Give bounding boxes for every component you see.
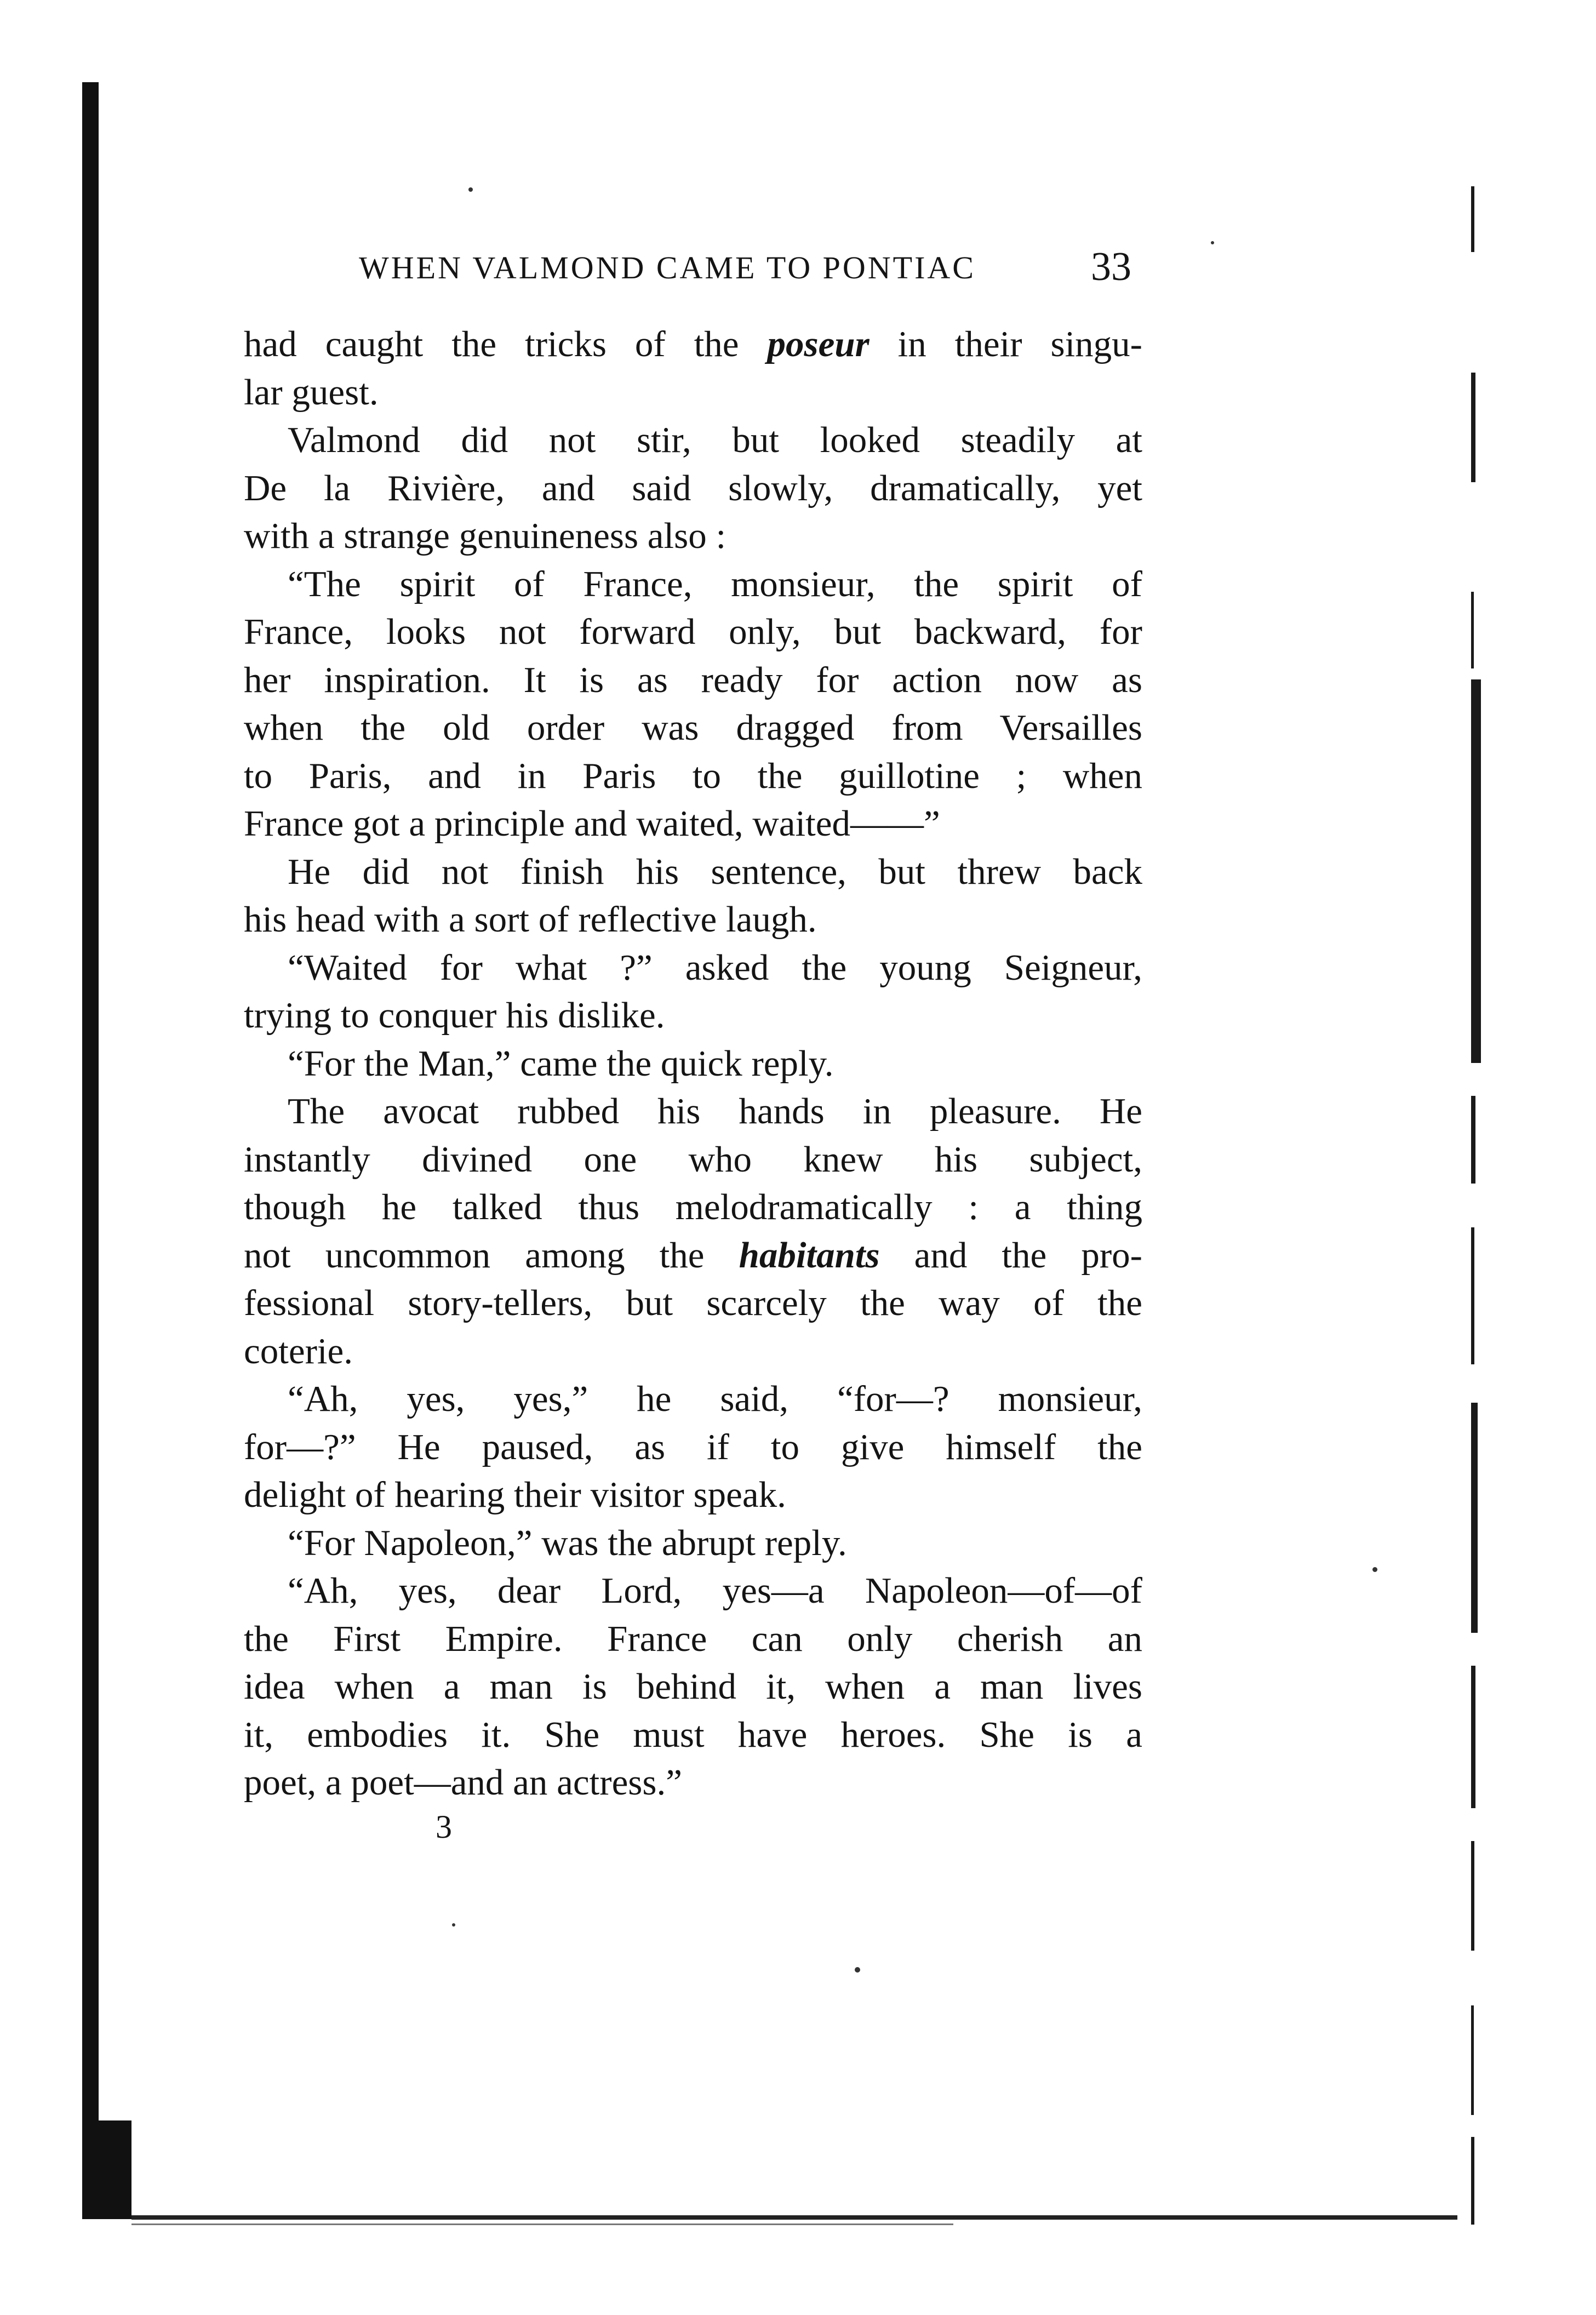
text-line xyxy=(244,321,1142,369)
text-line xyxy=(244,848,1142,896)
text-line xyxy=(244,800,1142,848)
page-bottom-edge xyxy=(131,2215,1457,2220)
text-line xyxy=(244,992,1142,1040)
text-run: “Ah, yes, yes,” he said, “for—? monsieur, xyxy=(288,1379,1142,1419)
text-run: De la Rivière, and said slowly, dramatically, yet xyxy=(244,467,1142,508)
text-line xyxy=(244,1519,1142,1568)
text-run: France, looks not forward only, but backward, for xyxy=(244,611,1142,652)
text-run: “Waited for what ?” asked the young Seigneur, xyxy=(288,947,1142,988)
text-run: for—?” He paused, as if to give himself the xyxy=(244,1426,1142,1467)
text-line xyxy=(244,608,1142,656)
text-run: trying to conquer his dislike. xyxy=(244,995,665,1036)
text-run: not uncommon among the xyxy=(244,1234,739,1276)
text-run: He did not finish his sentence, but threw back xyxy=(288,851,1142,892)
text-line xyxy=(244,561,1142,609)
text-line xyxy=(244,1663,1142,1711)
text-run: and the pro- xyxy=(879,1234,1142,1276)
text-run: it, embodies it. She must have heroes. She is a xyxy=(244,1714,1142,1755)
text-line xyxy=(244,704,1142,752)
text-run: with a strange genuineness also : xyxy=(244,516,727,556)
text-run: poet, a poet—and an actress.” xyxy=(244,1762,682,1803)
text-run: had caught the tricks of the xyxy=(244,324,768,364)
text-run: to Paris, and in Paris to the guillotine ; when xyxy=(244,755,1142,796)
text-line xyxy=(244,416,1142,465)
text-run: delight of hearing their visitor speak. xyxy=(244,1474,786,1515)
text-line xyxy=(244,896,1142,944)
binding-shadow xyxy=(82,82,99,2219)
text-run: France got a principle and waited, waited——” xyxy=(244,803,940,844)
text-run: his head with a sort of reflective laugh. xyxy=(244,899,817,940)
italic-term: poseur xyxy=(767,324,869,364)
text-line xyxy=(244,1567,1142,1615)
scan-speck xyxy=(855,1967,860,1973)
text-run: the First Empire. France can only cherish an xyxy=(244,1618,1142,1659)
text-line xyxy=(244,656,1142,705)
text-line xyxy=(244,1232,1142,1280)
binding-shadow-bottom xyxy=(82,2120,131,2219)
text-run: in their singu- xyxy=(869,324,1142,364)
text-run: fessional story-tellers, but scarcely the way of the xyxy=(244,1283,1142,1323)
text-run: coterie. xyxy=(244,1330,353,1371)
scan-speck xyxy=(1211,241,1214,244)
text-line xyxy=(244,465,1142,513)
text-line xyxy=(244,1615,1142,1664)
text-run: Valmond did not stir, but looked steadily at xyxy=(288,420,1142,460)
text-line xyxy=(244,1184,1142,1232)
text-line xyxy=(244,1136,1142,1184)
scan-speck xyxy=(452,1923,455,1927)
text-line xyxy=(244,512,1142,561)
page-number: 33 xyxy=(1091,244,1131,289)
page-right-edge xyxy=(1471,153,1482,2214)
text-line xyxy=(244,369,1142,417)
running-title: WHEN VALMOND CAME TO PONTIAC xyxy=(359,250,976,285)
text-line xyxy=(244,1328,1142,1376)
page-bottom-edge-shadow xyxy=(131,2223,953,2225)
text-run: her inspiration. It is as ready for action now as xyxy=(244,659,1142,700)
scan-speck xyxy=(1372,1567,1377,1572)
text-run: though he talked thus melodramatically : a thing xyxy=(244,1187,1142,1227)
text-line xyxy=(244,1711,1142,1759)
text-run: idea when a man is behind it, when a man lives xyxy=(244,1666,1142,1707)
text-line xyxy=(244,944,1142,992)
text-run: The avocat rubbed his hands in pleasure. He xyxy=(288,1091,1142,1131)
signature-mark: 3 xyxy=(436,1809,452,1845)
text-line xyxy=(244,1375,1142,1424)
text-run: instantly divined one who knew his subject, xyxy=(244,1139,1142,1180)
text-run: “The spirit of France, monsieur, the spirit of xyxy=(288,563,1142,604)
text-line xyxy=(244,752,1142,801)
text-run: “Ah, yes, dear Lord, yes—a Napoleon—of—of xyxy=(288,1570,1142,1611)
text-line xyxy=(244,1088,1142,1136)
text-run: when the old order was dragged from Versailles xyxy=(244,707,1142,748)
text-run: “For the Man,” came the quick reply. xyxy=(288,1043,834,1084)
text-line xyxy=(244,1040,1142,1088)
text-line xyxy=(244,1471,1142,1519)
text-line xyxy=(244,1279,1142,1328)
body-text xyxy=(244,321,1142,1807)
text-line xyxy=(244,1424,1142,1472)
italic-term: habitants xyxy=(739,1234,880,1276)
running-header xyxy=(359,244,1131,293)
scan-speck xyxy=(468,187,473,192)
text-run: lar guest. xyxy=(244,371,379,413)
text-run: “For Napoleon,” was the abrupt reply. xyxy=(288,1522,847,1563)
text-line xyxy=(244,1759,1142,1807)
